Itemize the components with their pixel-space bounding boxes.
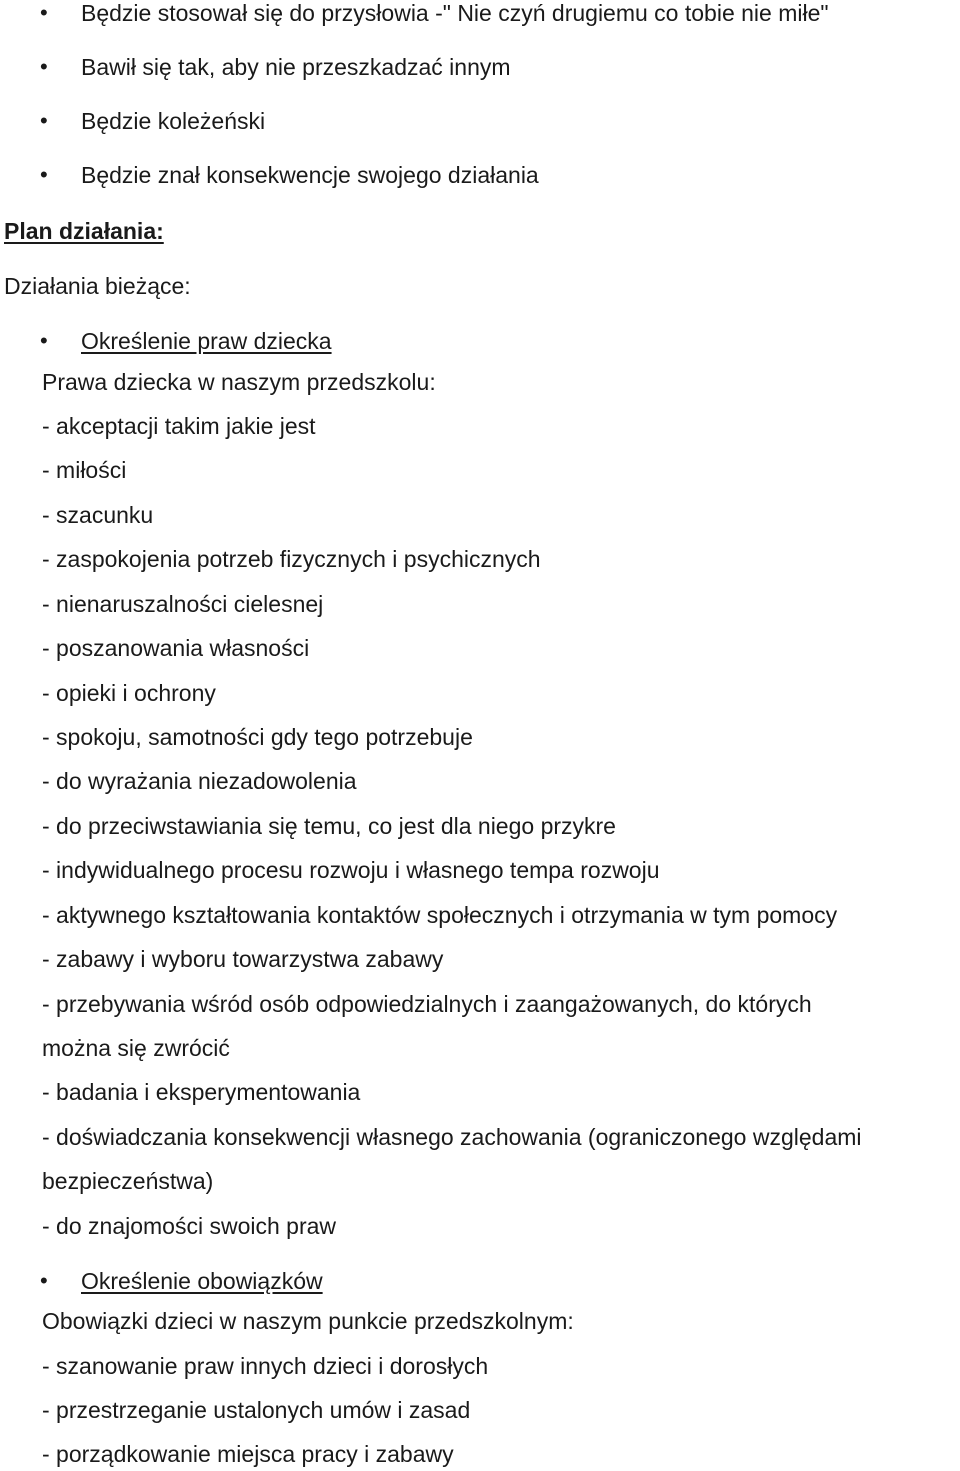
- list-item: - badania i eksperymentowania: [42, 1079, 361, 1105]
- list-item: - szacunku: [42, 502, 154, 528]
- list-item-continuation: bezpieczeństwa): [42, 1168, 214, 1194]
- list-item: - przebywania wśród osób odpowiedzialnych i zaangażowanych, do których: [42, 991, 812, 1017]
- duties-intro: Obowiązki dzieci w naszym punkcie przedszkolnym:: [42, 1308, 574, 1334]
- list-item: - spokoju, samotności gdy tego potrzebuje: [42, 724, 473, 750]
- list-item: - zaspokojenia potrzeb fizycznych i psychicznych: [42, 546, 541, 572]
- list-item: - miłości: [42, 457, 127, 483]
- bullet-icon: •: [40, 108, 48, 133]
- list-item: - przestrzeganie ustalonych umów i zasad: [42, 1397, 471, 1423]
- list-item: - do przeciwstawiania się temu, co jest dla niego przykre: [42, 813, 616, 839]
- bullet-text: Będzie znał konsekwencje swojego działania: [81, 162, 539, 188]
- bullet-icon: •: [40, 328, 48, 353]
- bullet-icon: •: [40, 1268, 48, 1293]
- list-item: - indywidualnego procesu rozwoju i własnego tempa rozwoju: [42, 857, 660, 883]
- bullet-text: Będzie stosował się do przysłowia -" Nie czyń drugiemu co tobie nie miłe": [81, 0, 829, 26]
- bullet-text: Będzie koleżeński: [81, 108, 266, 134]
- bullet-text: Określenie praw dziecka: [81, 328, 332, 354]
- bullet-icon: •: [40, 0, 48, 25]
- list-item: - opieki i ochrony: [42, 680, 216, 706]
- rights-intro: Prawa dziecka w naszym przedszkolu:: [42, 369, 436, 395]
- list-item: - szanowanie praw innych dzieci i dorosłych: [42, 1353, 489, 1379]
- list-item: - porządkowanie miejsca pracy i zabawy: [42, 1441, 454, 1467]
- list-item: - akceptacji takim jakie jest: [42, 413, 316, 439]
- section-heading: Plan działania:: [4, 218, 164, 244]
- subheading: Działania bieżące:: [4, 273, 191, 299]
- list-item: - doświadczania konsekwencji własnego zachowania (ograniczonego względami: [42, 1124, 862, 1150]
- list-item: - do znajomości swoich praw: [42, 1213, 337, 1239]
- list-item: - aktywnego kształtowania kontaktów społecznych i otrzymania w tym pomocy: [42, 902, 838, 928]
- bullet-icon: •: [40, 162, 48, 187]
- list-item: - poszanowania własności: [42, 635, 310, 661]
- bullet-text: Określenie obowiązków: [81, 1268, 323, 1294]
- list-item: - nienaruszalności cielesnej: [42, 591, 324, 617]
- bullet-text: Bawił się tak, aby nie przeszkadzać innym: [81, 54, 511, 80]
- list-item: - zabawy i wyboru towarzystwa zabawy: [42, 946, 444, 972]
- bullet-icon: •: [40, 54, 48, 79]
- list-item-continuation: można się zwrócić: [42, 1035, 230, 1061]
- list-item: - do wyrażania niezadowolenia: [42, 768, 357, 794]
